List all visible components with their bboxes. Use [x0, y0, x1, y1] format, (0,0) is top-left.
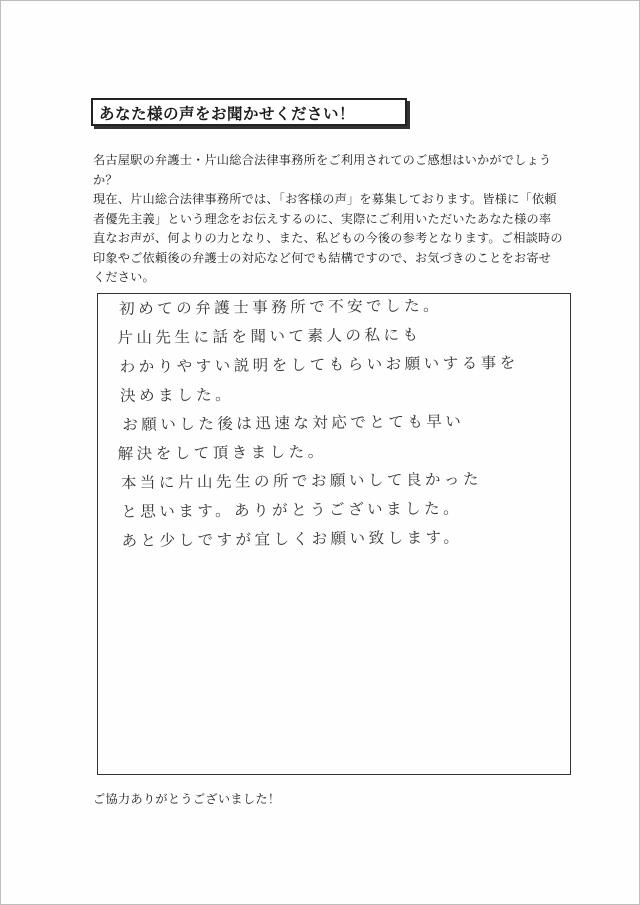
answer-line: わかりやすい説明をしてもらいお願いする事を — [119, 353, 519, 376]
intro-text — [93, 151, 563, 288]
intro-paragraph-2: 現在、片山総合法律事務所では、「お客様の声」を募集しております。皆様に「依頼者優先主義」という理念をお伝えするのに、実際にご利用いただいたあなた様の率直なお声が、何よりの力となり、また、私どもの今後の参考となります。ご相談時の印象やご依頼後の弁護士の対応など何でも結構ですので、お気づきのことをお寄せください。 — [93, 192, 563, 284]
answer-line: 片山先生に話を聞いて素人の私にも — [117, 325, 422, 348]
answer-line: と思います。ありがとうございました。 — [121, 499, 463, 521]
answer-line: 本当に片山先生の所でお願いして良かった — [120, 470, 483, 492]
page-title: あなた様の声をお聞かせください！ — [91, 98, 407, 126]
handwritten-answer — [119, 290, 562, 556]
answer-line: 解決をして頂きました。 — [117, 442, 327, 464]
answer-line: 初めての弁護士事務所で不安でした。 — [119, 296, 443, 318]
answer-line: あと少しですが宜しくお願い致します。 — [121, 528, 463, 550]
intro-paragraph-1: 名古屋駅の弁護士・片山総合法律事務所をご利用されてのご感想はいかがでしょうか？ — [93, 153, 552, 187]
answer-line: 決めました。 — [119, 385, 235, 405]
answer-line: お願いした後は迅速な対応でとても早い — [122, 412, 465, 434]
thanks-message: ご協力ありがとうございました！ — [93, 792, 281, 806]
